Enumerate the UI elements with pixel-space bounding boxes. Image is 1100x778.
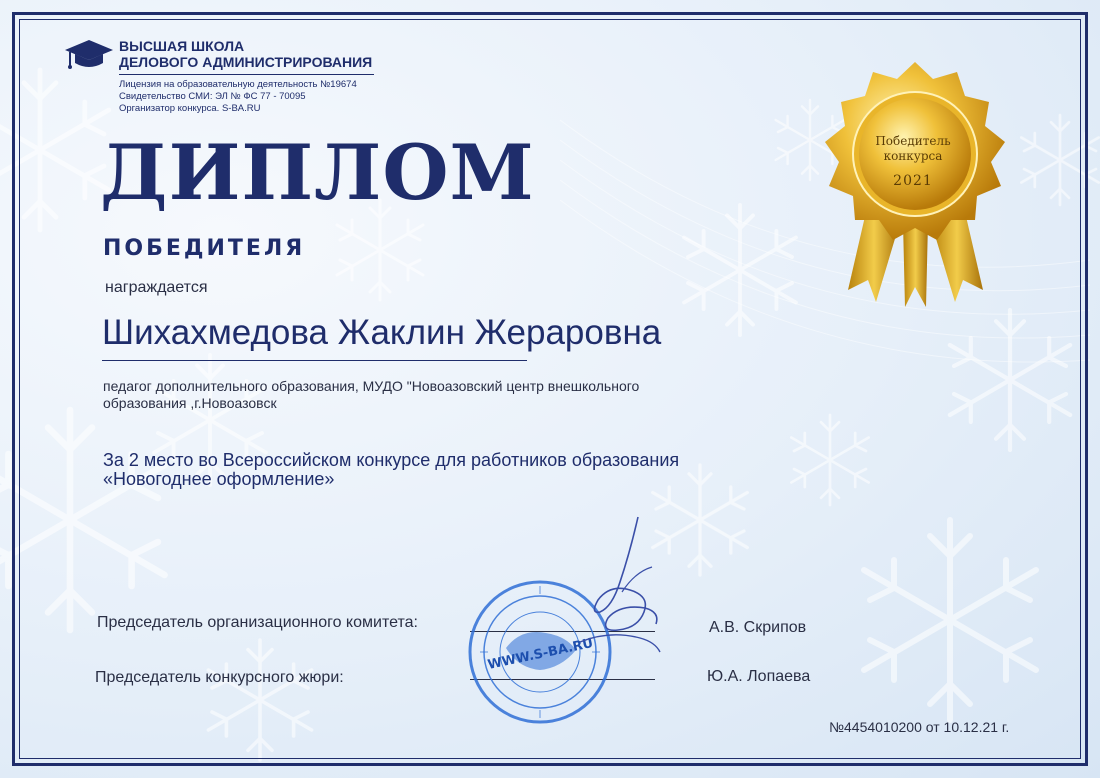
handwritten-signature [560, 512, 670, 672]
graduation-cap-icon [64, 38, 114, 72]
media-certificate-text: Свидетельство СМИ: ЭЛ № ФС 77 - 70095 [119, 91, 306, 102]
recipient-name: Шихахмедова Жаклин Жераровна [102, 313, 662, 352]
organization-name-line2: ДЕЛОВОГО АДМИНИСТРИРОВАНИЯ [119, 54, 373, 70]
diploma-title: ДИПЛОМ [100, 128, 535, 217]
signature-role-1: Председатель организационного комитета: [97, 614, 418, 631]
document-number: №4454010200 от 10.12.21 г. [829, 719, 1010, 735]
signature-name-2: Ю.А. Лопаева [707, 668, 811, 685]
organization-info [119, 79, 419, 115]
awarded-label: награждается [105, 279, 208, 296]
organizer-text: Организатор конкурса. S-BA.RU [119, 103, 261, 114]
medal-line1: Победитель [875, 134, 951, 148]
signature-name-1: А.В. Скрипов [709, 619, 807, 636]
organization-divider [119, 74, 374, 75]
recipient-position: педагог дополнительного образования, МУДО "Новоазовский центр внешкольного образования ,г.Новоазовск [103, 378, 640, 411]
license-text: Лицензия на образовательную деятельность №19674 [119, 79, 357, 90]
organization-name [119, 38, 399, 70]
organization-name-line1: ВЫСШАЯ ШКОЛА [119, 38, 245, 54]
stamp-center-text: WWW.S-BA.RU [486, 635, 595, 673]
medal-year: 2021 [893, 173, 933, 189]
recipient-underline [102, 360, 527, 361]
signature-role-2: Председатель конкурсного жюри: [95, 669, 344, 686]
diploma-subtitle: ПОБЕДИТЕЛЯ [103, 236, 306, 261]
achievement-text: За 2 место во Всероссийском конкурсе для работников образования «Новогоднее оформление» [103, 450, 680, 489]
medal-line2: конкурса [883, 149, 943, 163]
medal-caption [858, 134, 968, 189]
